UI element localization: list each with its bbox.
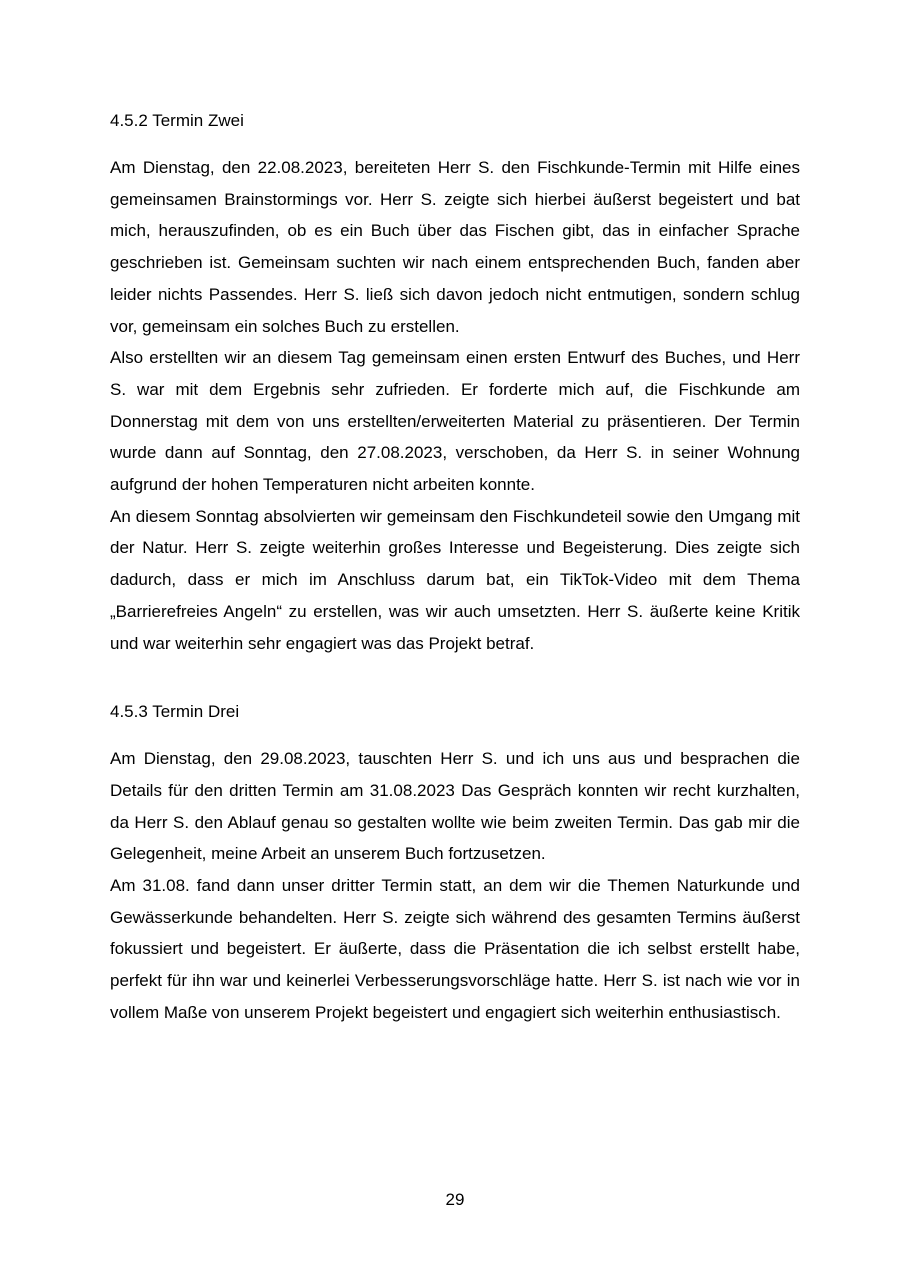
page-number: 29 xyxy=(445,1190,465,1209)
paragraph: Am 31.08. fand dann unser dritter Termin statt, an dem wir die Themen Naturkunde und Gewässerkunde behandelten. Herr S. zeigte sich während des gesamten Termins äußerst fokussiert und begeistert. Er äußerte, dass die Präsentation die ich selbst erstellt habe, perfekt für ihn war und keinerlei Verbesserungsvorschläge hatte. Herr S. ist nach wie vor in vollem Maße von unserem Projekt begeistert und engagiert sich weiterhin enthusiastisch. xyxy=(110,876,800,1022)
paragraph: An diesem Sonntag absolvierten wir gemeinsam den Fischkundeteil sowie den Umgang mit der Natur. Herr S. zeigte weiterhin großes Interesse und Begeisterung. Dies zeigte sich dadurch, dass er mich im Anschluss darum bat, ein TikTok-Video mit dem Thema „Barrierefreies Angeln“ zu erstellen, was wir auch umsetzten. Herr S. äußerte keine Kritik und war weiterhin sehr engagiert was das Projekt betraf. xyxy=(110,506,800,653)
paragraph: Am Dienstag, den 22.08.2023, bereiteten Herr S. den Fischkunde-Termin mit Hilfe eines gemeinsamen Brainstormings vor. Herr S. zeigte sich hierbei äußerst begeistert und bat mich, herauszufinden, ob es ein Buch über das Fischen gibt, das in einfacher Sprache geschrieben ist. Gemeinsam suchten wir nach einem entsprechenden Buch, fanden aber leider nichts Passendes. Herr S. ließ sich davon jedoch nicht entmutigen, sondern schlug vor, gemeinsam ein solches Buch zu erstellen. xyxy=(110,158,800,336)
section-heading: 4.5.2 Termin Zwei xyxy=(110,111,244,130)
section-heading: 4.5.3 Termin Drei xyxy=(110,702,240,722)
section-termin-drei xyxy=(110,699,800,1028)
paragraph: Also erstellten wir an diesem Tag gemeinsam einen ersten Entwurf des Buches, und Herr S. war mit dem Ergebnis sehr zufrieden. Er forderte mich auf, die Fischkunde am Donnerstag mit dem von uns erstellten/erweiterten Material zu präsentieren. Der Termin wurde dann auf Sonntag, den 27.08.2023, verschoben, da Herr S. in seiner Wohnung aufgrund der hohen Temperaturen nicht arbeiten konnte. xyxy=(110,348,800,495)
section-termin-zwei xyxy=(110,108,800,659)
document-page xyxy=(110,108,800,1029)
section-spacer xyxy=(110,659,800,699)
paragraph: Am Dienstag, den 29.08.2023, tauschten Herr S. und ich uns aus und besprachen die Details für den dritten Termin am 31.08.2023 Das Gespräch konnten wir recht kurzhalten, da Herr S. den Ablauf genau so gestalten wollte wie beim zweiten Termin. Das gab mir die Gelegenheit, meine Arbeit an unserem Buch fortzusetzen. xyxy=(110,749,800,864)
